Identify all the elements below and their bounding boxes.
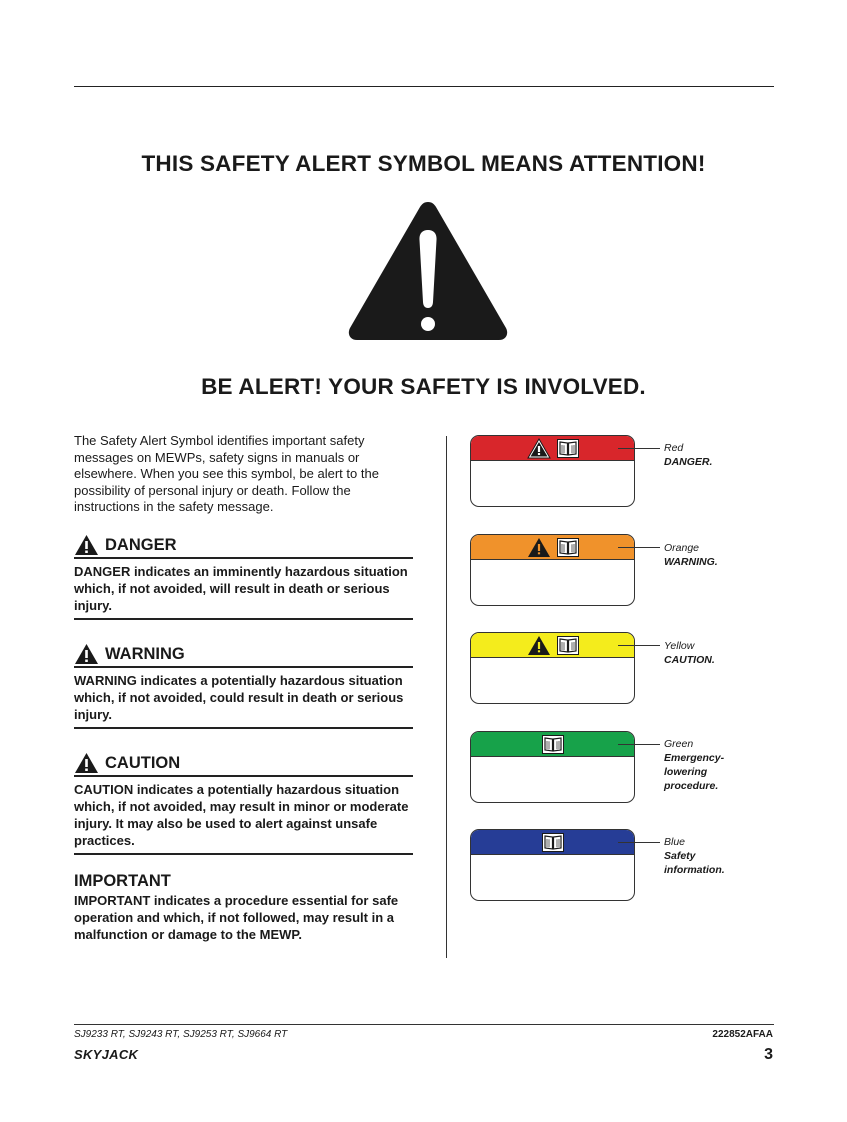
label-description-line: Emergency- [664,752,725,764]
warning-title-text: WARNING [105,644,185,663]
caution-title-text: CAUTION [105,753,181,772]
label-leader-line [618,645,660,646]
footer-rule [74,1024,774,1025]
warning-rule [74,666,413,668]
alert-triangle-icon [527,537,551,558]
important-description: IMPORTANT indicates a procedure essential for safe operation and which, if not followed, may result in a malfunction or damage to the MEWP. [74,893,399,942]
label-leader-line [618,547,660,548]
label-description-line: lowering [664,766,708,778]
label-color-band [471,535,634,560]
page-number: 3 [764,1046,773,1063]
label-color-name: Green [664,738,694,750]
danger-title-text: DANGER [105,535,177,554]
label-description: DANGER. [664,456,713,468]
alert-triangle-icon [74,752,99,774]
caution-bottom-rule [74,853,413,855]
safety-alert-symbol-icon [346,198,510,342]
danger-bottom-rule [74,618,413,620]
column-divider [446,436,447,958]
label-color-band [471,436,634,461]
label-description-line: information. [664,864,725,876]
label-color-name: Blue [664,836,686,848]
label-color-name: Yellow [664,640,695,652]
danger-label-sample [470,435,635,507]
alert-triangle-icon [74,534,99,556]
top-rule [74,86,774,87]
warning-label-sample [470,534,635,606]
red-label-caption [664,441,712,469]
manual-book-icon [557,538,579,557]
footer-doc-code: 222852AFAA [712,1029,773,1040]
caution-label-sample [470,632,635,704]
alert-triangle-icon [527,438,551,459]
caution-title [74,752,180,774]
alert-triangle-icon [527,635,551,656]
be-alert-heading: BE ALERT! YOUR SAFETY IS INVOLVED. [201,374,646,399]
important-title: IMPORTANT [74,872,171,890]
label-leader-line [618,744,660,745]
warning-bottom-rule [74,727,413,729]
danger-rule [74,557,413,559]
emergency-lowering-label-sample [470,731,635,803]
green-label-caption [664,737,724,793]
manual-book-icon [542,735,564,754]
label-color-band [471,633,634,658]
attention-heading: THIS SAFETY ALERT SYMBOL MEANS ATTENTION! [141,151,706,176]
manual-book-icon [557,636,579,655]
yellow-label-caption [664,639,715,667]
alert-triangle-icon [74,643,99,665]
danger-description: DANGER indicates an imminently hazardous situation which, if not avoided, will result in death or serious injury. [74,564,408,613]
label-description-line: procedure. [664,780,719,792]
warning-title [74,643,185,665]
label-description-line: Safety [664,850,696,862]
manual-book-icon [542,833,564,852]
label-color-name: Red [664,442,684,454]
blue-label-caption [664,835,725,877]
warning-description: WARNING indicates a potentially hazardous situation which, if not avoided, could result in death or serious injury. [74,673,404,722]
footer-models: SJ9233 RT, SJ9243 RT, SJ9253 RT, SJ9664 RT [74,1029,288,1040]
label-color-band [471,830,634,855]
caution-description: CAUTION indicates a potentially hazardous situation which, if not avoided, may result in minor or moderate injury. It may also be used to alert against unsafe practices. [74,782,409,848]
safety-information-label-sample [470,829,635,901]
label-description: CAUTION. [664,654,715,666]
label-color-band [471,732,634,757]
danger-title [74,534,177,556]
label-description: WARNING. [664,556,718,568]
intro-paragraph: The Safety Alert Symbol identifies important safety messages on MEWPs, safety signs in manuals or elsewhere. When you see this symbol, be alert to the possibility of personal injury or death. Follow the instructions in the safety message. [74,433,379,514]
label-color-name: Orange [664,542,700,554]
caution-rule [74,775,413,777]
label-leader-line [618,842,660,843]
manual-book-icon [557,439,579,458]
label-leader-line [618,448,660,449]
orange-label-caption [664,541,718,569]
skyjack-logo: SKYJACK [74,1047,139,1062]
